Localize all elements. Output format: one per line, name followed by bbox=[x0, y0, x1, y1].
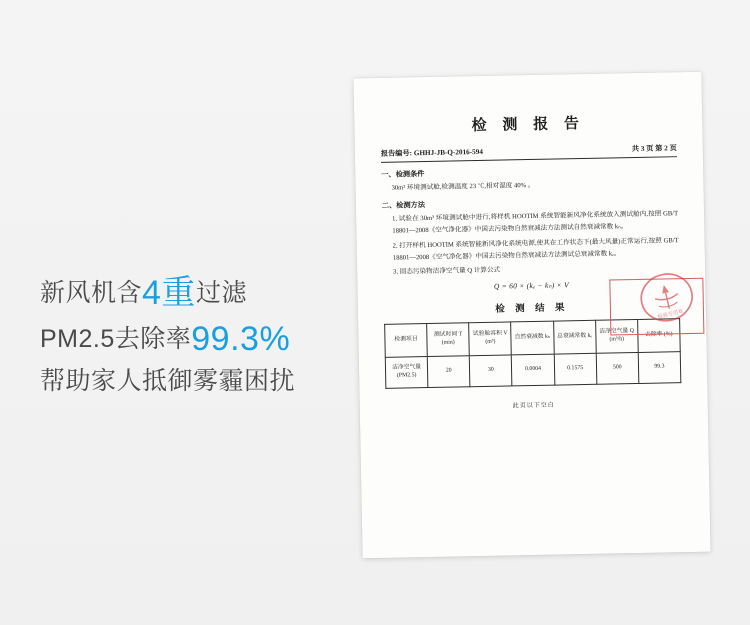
results-table-wrap bbox=[384, 318, 681, 389]
table-header-cell: 测试时间 T (min) bbox=[427, 323, 470, 357]
promo-line-1-part-a: 新风机含 bbox=[40, 279, 143, 307]
report-number-value: GHHJ-JB-Q-2016-594 bbox=[413, 147, 483, 158]
table-header-cell-removal: 去除率 (%) bbox=[637, 319, 680, 353]
table-cell: 0.0004 bbox=[512, 354, 555, 386]
table-cell: 30 bbox=[470, 355, 513, 387]
section-1-body bbox=[381, 177, 677, 195]
promo-line-2 bbox=[40, 318, 340, 362]
caqi-formula: Q = 60 × (kₑ − kₙ) × V bbox=[493, 280, 569, 291]
table-cell-caqi-value: 500 bbox=[596, 353, 639, 385]
promo-line-2-label: PM2.5去除率 bbox=[40, 324, 192, 353]
section-1-heading: 一、检测条件 bbox=[381, 170, 425, 179]
svg-text:检验专用章: 检验专用章 bbox=[657, 308, 685, 321]
table-cell: 洁净空气量 (PM2.5) bbox=[385, 357, 428, 389]
table-cell: 20 bbox=[427, 356, 470, 388]
section-2-heading: 二、检测方法 bbox=[381, 201, 426, 211]
section-2-body bbox=[382, 208, 679, 279]
report-title: 检 测 报 告 bbox=[471, 115, 586, 135]
promo-line-3: 帮助家人抵御雾霾困扰 bbox=[40, 367, 296, 396]
report-meta bbox=[381, 143, 677, 163]
blank-page-note: 此页以下空白 bbox=[512, 402, 555, 410]
table-header-cell: 试验舱容积 V (m³) bbox=[469, 322, 512, 356]
table-header-cell: 检测项目 bbox=[385, 324, 428, 358]
test-report-document bbox=[353, 72, 710, 559]
promo-highlight-filters: 4重 bbox=[142, 274, 196, 312]
report-number-label: 报告编号: bbox=[380, 149, 413, 158]
report-number bbox=[381, 147, 483, 159]
section-1-line-1: 30m³ 环境测试舱,检测温度 23 ℃,相对湿度 40% 。 bbox=[391, 181, 535, 192]
report-page-info: 共 3 页 第 2 页 bbox=[631, 144, 677, 154]
promo-copy bbox=[40, 272, 340, 397]
promo-highlight-removal-rate: 99.3% bbox=[191, 319, 291, 358]
section-2-line-1: 1. 试验在 30m³ 环境测试舱中进行,将样机 HOOTIM 系统智能新风净化系统放入测试舱内,按照 GB/T 18801—2008《空气净化器》中国去污染物自然衰减法方法测试自然衰减常数 kₙ。 bbox=[392, 210, 679, 236]
results-heading: 检 测 结 果 bbox=[495, 303, 569, 315]
section-2-line-2: 2. 打开样机 HOOTIM 系统智能新风净化系统电源,使其在工作状态下(最大风量)正常运行,按照 GB/T 18801—2008《空气净化器》中国去污染物自然衰减法方法测试总衰减常数 kₑ。 bbox=[392, 236, 679, 262]
table-cell-removal-value: 99.3 bbox=[638, 352, 681, 384]
results-table bbox=[384, 318, 681, 389]
table-header-cell-caqi: 洁净空气量 Q (m³/h) bbox=[595, 320, 638, 354]
table-cell: 0.1575 bbox=[554, 353, 597, 385]
table-row bbox=[385, 352, 681, 389]
promo-line-1-part-c: 过滤 bbox=[195, 279, 247, 307]
table-header-cell: 自然衰减数 kₙ bbox=[511, 321, 554, 355]
promo-line-1 bbox=[40, 272, 340, 316]
section-2-line-3: 3. 固态污染物洁净空气量 Q 计算公式 bbox=[393, 266, 501, 276]
table-header-cell: 总衰减常数 kₑ bbox=[553, 320, 596, 354]
